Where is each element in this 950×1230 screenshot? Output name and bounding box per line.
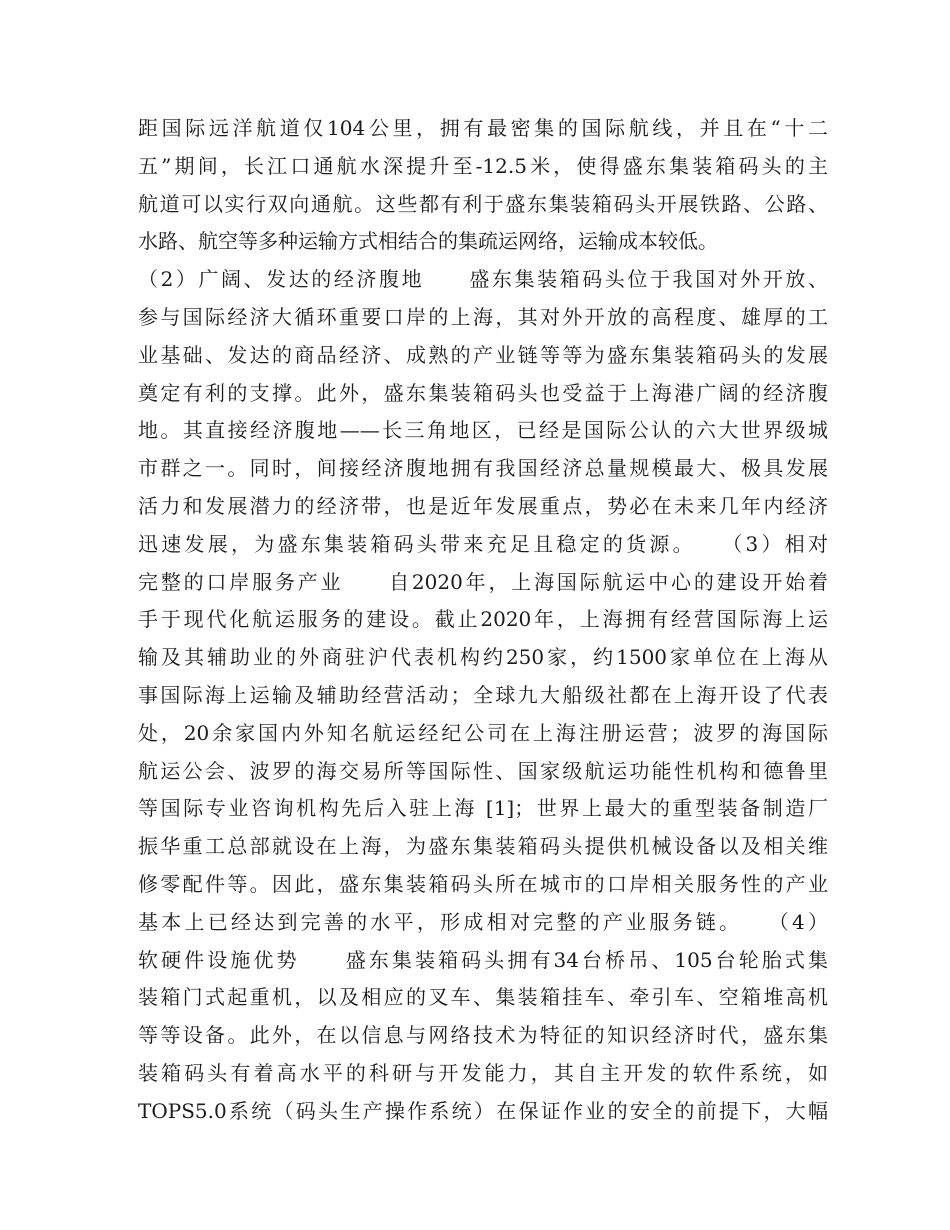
text-line: 修零配件等。因此，盛东集装箱码头所在城市的口岸相关服务性的产业 [138,871,828,896]
text-line: 事国际海上运输及辅助经营活动；全球九大船级社都在上海开设了代表 [138,682,828,707]
text-line: 处，20余家国内外知名航运经纪公司在上海注册运营；波罗的海国际 [138,720,828,745]
text-line: 参与国际经济大循环重要口岸的上海，其对外开放的高程度、雄厚的工 [138,304,828,329]
text-line: 输及其辅助业的外商驻沪代表机构约250家，约1500家单位在上海从 [138,645,828,670]
text-line: 装箱门式起重机，以及相应的叉车、集装箱挂车、牵引车、空箱堆高机 [138,985,828,1010]
text-line: 航道可以实行双向通航。这些都有利于盛东集装箱码头开展铁路、公路、 [138,191,828,216]
text-line: （2）广阔、发达的经济腹地 盛东集装箱码头位于我国对外开放、 [138,267,828,292]
text-line: 水路、航空等多种运输方式相结合的集疏运网络，运输成本较低。 [138,229,718,254]
text-line: 市群之一。同时，间接经济腹地拥有我国经济总量规模最大、极具发展 [138,456,828,481]
text-line: 等等设备。此外，在以信息与网络技术为特征的知识经济时代，盛东集 [138,1023,828,1048]
text-line: TOPS5.0系统（码头生产操作系统）在保证作业的安全的前提下，大幅 [138,1098,828,1123]
text-line: 航运公会、波罗的海交易所等国际性、国家级航运功能性机构和德鲁里 [138,758,828,783]
text-line: 业基础、发达的商品经济、成熟的产业链等等为盛东集装箱码头的发展 [138,342,828,367]
text-line: 地。其直接经济腹地——长三角地区，已经是国际公认的六大世界级城 [138,418,828,443]
text-line: 五”期间，长江口通航水深提升至-12.5米，使得盛东集装箱码头的主 [138,153,828,178]
text-line: 振华重工总部就设在上海，为盛东集装箱码头提供机械设备以及相关维 [138,834,828,859]
text-line: 奠定有利的支撑。此外，盛东集装箱码头也受益于上海港广阔的经济腹 [138,380,828,405]
text-line: 装箱码头有着高水平的科研与开发能力，其自主开发的软件系统，如 [138,1060,828,1085]
body-text [138,110,828,1131]
text-line: 活力和发展潜力的经济带，也是近年发展重点，势必在未来几年内经济 [138,493,828,518]
text-line: 手于现代化航运服务的建设。截止2020年，上海拥有经营国际海上运 [138,607,828,632]
text-line: 基本上已经达到完善的水平，形成相对完整的产业服务链。 （4） [138,909,828,934]
text-line: 距国际远洋航道仅104公里，拥有最密集的国际航线，并且在“十二 [138,116,828,140]
text-line: 迅速发展，为盛东集装箱码头带来充足且稳定的货源。 （3）相对 [138,531,828,556]
text-line: 等国际专业咨询机构先后入驻上海 [1]；世界上最大的重型装备制造厂 [138,796,828,821]
text-line: 完整的口岸服务产业 自2020年，上海国际航运中心的建设开始着 [138,569,828,594]
text-line: 软硬件设施优势 盛东集装箱码头拥有34台桥吊、105台轮胎式集 [138,947,828,972]
